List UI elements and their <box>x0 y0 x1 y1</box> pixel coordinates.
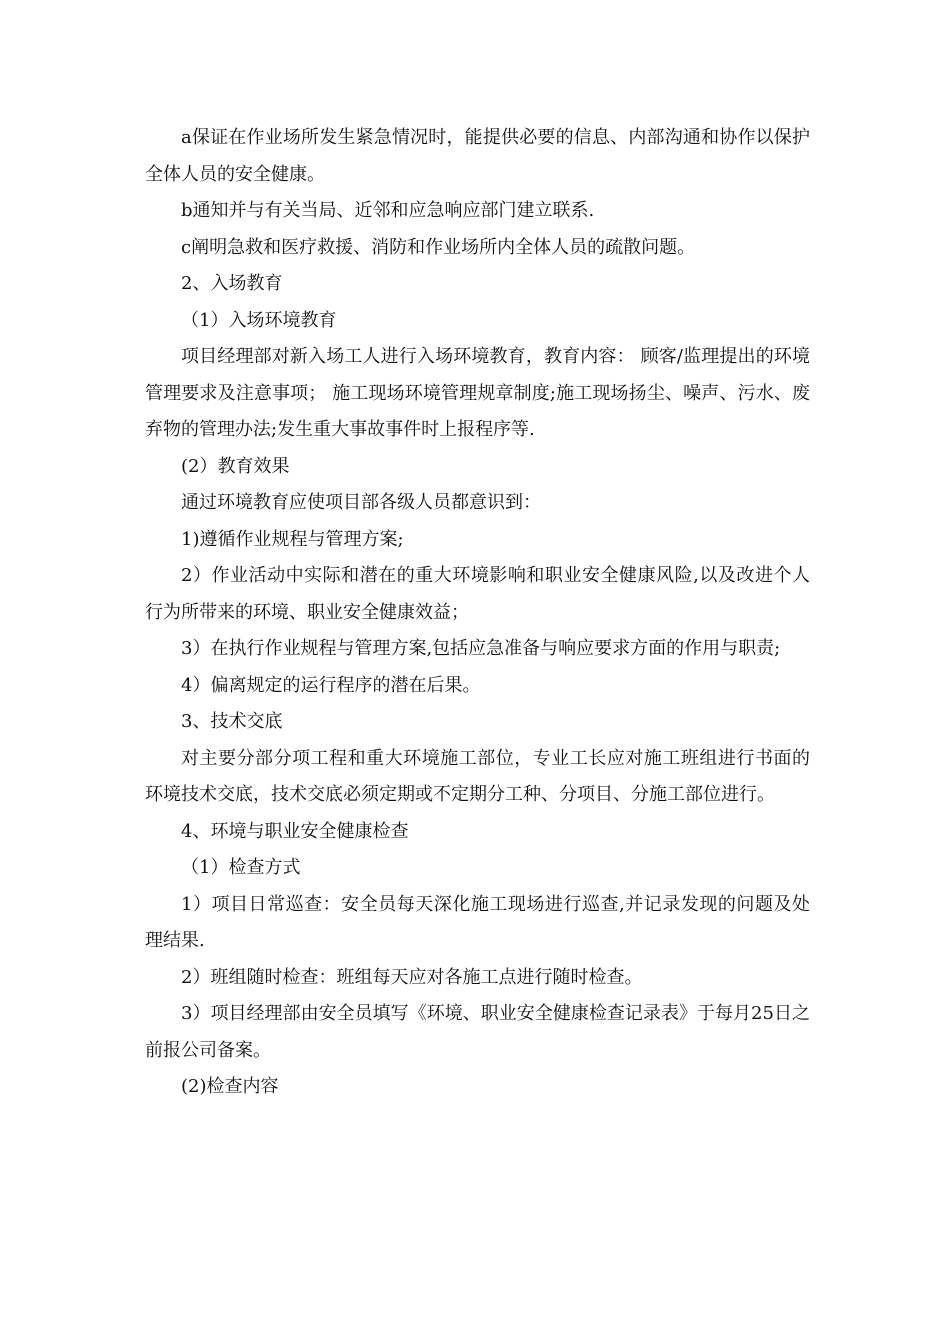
subheading-inspection-content: (2)检查内容 <box>181 1076 279 1097</box>
paragraph-notify-authorities: b通知并与有关当局、近邻和应急响应部门建立联系. <box>181 200 595 221</box>
list-item-roles: 3）在执行作业规程与管理方案,包括应急准备与响应要求方面的作用与职责; <box>181 638 781 659</box>
heading-entry-education: 2、入场教育 <box>181 273 283 294</box>
subheading-education-effect: (2）教育效果 <box>181 455 290 477</box>
list-item-consequences: 4）偏离规定的运行程序的潜在后果。 <box>181 674 481 696</box>
list-item-daily-patrol: 1）项目日常巡查：安全员每天深化施工现场进行巡查,并记录发现的问题及处理结果. <box>145 893 810 951</box>
list-item-monthly-record: 3）项目经理部由安全员填写《环境、职业安全健康检查记录表》于每月25日之前报公司备案。 <box>145 1003 810 1061</box>
paragraph-emergency-info: a保证在作业场所发生紧急情况时，能提供必要的信息、内部沟通和协作以保护全体人员的安全健康。 <box>145 127 810 185</box>
paragraph-evacuation: c阐明急救和医疗救援、消防和作业场所内全体人员的疏散问题。 <box>181 236 696 258</box>
paragraph-awareness-intro: 通过环境教育应使项目部各级人员都意识到： <box>181 492 541 513</box>
paragraph-education-content: 项目经理部对新入场工人进行入场环境教育，教育内容： 顾客/监理提出的环境管理要求及注意事项； 施工现场环境管理规章制度;施工现场扬尘、噪声、污水、废弃物的管理办法;发生重大事故事件时上报程序等. <box>145 346 810 440</box>
document-body <box>145 120 810 1106</box>
list-item-impact-risk: 2）作业活动中实际和潜在的重大环境影响和职业安全健康风险,以及改进个人行为所带来的环境、职业安全健康效益； <box>145 565 810 623</box>
list-item-follow-rules: 1)遵循作业规程与管理方案; <box>181 528 404 550</box>
subheading-environment-education: （1）入场环境教育 <box>181 309 337 331</box>
heading-inspection: 4、环境与职业安全健康检查 <box>181 820 409 842</box>
subheading-inspection-method: （1）检查方式 <box>181 857 301 878</box>
heading-technical-briefing: 3、技术交底 <box>181 711 283 732</box>
paragraph-technical-briefing: 对主要分部分项工程和重大环境施工部位，专业工长应对施工班组进行书面的环境技术交底，技术交底必须定期或不定期分工种、分项目、分施工部位进行。 <box>145 747 810 805</box>
list-item-team-check: 2）班组随时检查：班组每天应对各施工点进行随时检查。 <box>181 966 643 988</box>
